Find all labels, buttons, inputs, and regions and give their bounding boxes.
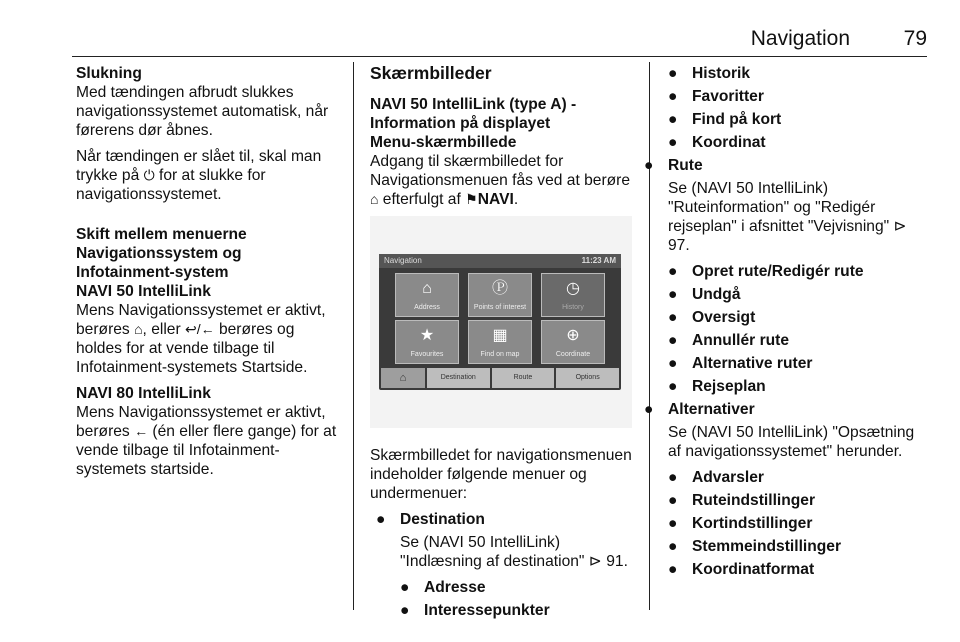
text: Se (NAVI 50 IntelliLink) "Ruteinformation" og "Redigér rejseplan" i afsnittet "Vejvisning" — [668, 180, 894, 235]
page-number: 79 — [903, 27, 927, 50]
section-title: Skærmbilleder — [370, 63, 492, 83]
item-label: Rute — [668, 157, 703, 174]
screen — [379, 254, 621, 390]
column-3 — [644, 64, 930, 583]
item-label: Rejseplan — [692, 378, 766, 395]
list-item — [668, 468, 930, 487]
list-item — [668, 64, 930, 83]
star-icon: ★ — [419, 327, 435, 344]
column-divider — [353, 62, 354, 610]
page-ref: 91. — [606, 553, 628, 570]
item-description — [668, 179, 930, 255]
item-label: Find på kort — [692, 111, 782, 128]
column-2 — [370, 64, 632, 624]
item-label: Oversigt — [692, 309, 756, 326]
tile-label: Find on map — [480, 351, 520, 358]
header-rule — [72, 56, 927, 57]
item-label: Stemmeindstillinger — [692, 538, 842, 555]
tile-poi — [468, 273, 532, 317]
globe-icon: ⊕ — [566, 327, 580, 344]
navigation-screenshot — [370, 216, 632, 428]
bullet: ● — [668, 469, 678, 486]
item-label: Kortindstillinger — [692, 515, 813, 532]
paragraph — [76, 147, 344, 204]
text: , eller — [142, 321, 185, 338]
list-item — [370, 601, 632, 620]
tab-options: Options — [556, 368, 619, 388]
list-item — [668, 262, 930, 281]
text: Se (NAVI 50 IntelliLink) "Indlæsning af destination" — [400, 534, 589, 570]
home-icon: ⌂ — [422, 280, 432, 297]
item-label: Historik — [692, 65, 751, 82]
bullet: ● — [668, 515, 678, 532]
tile-label: History — [562, 304, 584, 311]
item-description: Se (NAVI 50 IntelliLink) "Opsætning af navigationssystemet" herunder. — [668, 424, 915, 460]
bullet: ● — [644, 401, 654, 418]
back-arrow-icon: ← — [134, 423, 149, 439]
home-icon: ⌂ — [134, 321, 143, 337]
item-label: Alternativer — [668, 401, 755, 418]
page-header — [0, 0, 960, 58]
text: berøres og holdes for at vende tilbage til Infotainment-systemets Startside. — [76, 321, 308, 376]
power-icon: ⏻ — [143, 167, 155, 183]
tile-favourites — [395, 320, 459, 364]
item-label: Undgå — [692, 286, 741, 303]
heading-navi50: NAVI 50 IntelliLink — [76, 283, 211, 300]
home-icon: ⌂ — [381, 368, 425, 388]
heading-slukning: Slukning — [76, 65, 142, 82]
item-label: Annullér rute — [692, 332, 790, 349]
bullet: ● — [668, 111, 678, 128]
bullet: ● — [644, 157, 654, 174]
item-description — [370, 533, 632, 571]
bullet: ● — [668, 538, 678, 555]
screen-time: 11:23 AM — [581, 256, 616, 265]
list-item — [668, 491, 930, 510]
item-label: Favoritter — [692, 88, 764, 105]
flag-icon: ⚑ — [465, 191, 478, 207]
tab-route: Route — [492, 368, 555, 388]
text: Mens Navigationssystemet er aktivt, berøres — [76, 404, 326, 440]
map-icon: ▦ — [492, 327, 508, 344]
paragraph — [76, 403, 344, 479]
column-divider — [649, 62, 650, 610]
paragraph — [76, 301, 344, 377]
item-label: Adresse — [424, 579, 486, 596]
paragraph: Med tændingen afbrudt slukkes navigationssystemet automatisk, når førerens dør åbnes. — [76, 84, 329, 139]
column-1 — [76, 64, 344, 486]
text: efterfulgt af — [378, 191, 466, 208]
text: (én eller flere gange) for at vende tilbage til Infotainment-systemets startside. — [76, 423, 337, 478]
navi-label: NAVI — [477, 191, 514, 208]
tile-history — [541, 273, 605, 317]
item-label: Ruteindstillinger — [692, 492, 816, 509]
text: . — [513, 191, 519, 208]
list-item — [668, 110, 930, 129]
list-item — [668, 285, 930, 304]
bullet: ● — [668, 492, 678, 509]
text: for at slukke for navigationssystemet. — [76, 167, 266, 203]
bullet: ● — [668, 561, 678, 578]
text: Adgang til skærmbilledet for Navigationsmenuen fås ved at berøre — [370, 153, 631, 189]
text: Når tændingen er slået til, skal man trykke på — [76, 148, 322, 184]
back-icon: ↩/← — [185, 321, 215, 337]
list-item — [668, 537, 930, 556]
list-item — [644, 400, 930, 419]
bullet: ● — [668, 355, 678, 372]
tile-address — [395, 273, 459, 317]
bullet: ● — [668, 378, 678, 395]
item-label: Alternative ruter — [692, 355, 813, 372]
bullet: ● — [400, 579, 410, 596]
screen-title: Navigation — [384, 256, 422, 265]
tile-label: Favourites — [410, 351, 444, 358]
list-item — [668, 331, 930, 350]
tile-label: Coordinate — [555, 351, 591, 358]
item-label: Interessepunkter — [424, 602, 550, 619]
ref-icon: ⊳ — [588, 553, 602, 570]
heading-skift: Skift mellem menuerne Navigationssystem og Infotainment-system — [76, 226, 247, 281]
bullet: ● — [668, 134, 678, 151]
item-label: Opret rute/Redigér rute — [692, 263, 864, 280]
heading-navi80: NAVI 80 IntelliLink — [76, 385, 211, 402]
list-item — [668, 377, 930, 396]
bullet: ● — [668, 263, 678, 280]
screen-tabbar — [381, 368, 619, 388]
list-item — [644, 156, 930, 175]
item-label: Destination — [400, 511, 485, 528]
list-item — [668, 354, 930, 373]
tile-label: Points of interest — [473, 304, 527, 311]
list-item — [668, 308, 930, 327]
item-label: Koordinatformat — [692, 561, 815, 578]
tile-label: Address — [414, 304, 440, 311]
subheading: NAVI 50 IntelliLink (type A) - Information på displayet — [370, 96, 577, 132]
bullet: ● — [668, 332, 678, 349]
list-item — [370, 578, 632, 597]
list-item — [668, 87, 930, 106]
list-item — [370, 510, 632, 529]
item-label: Koordinat — [692, 134, 766, 151]
bullet: ● — [668, 88, 678, 105]
bullet: ● — [668, 65, 678, 82]
item-label: Advarsler — [692, 469, 764, 486]
tile-coordinate — [541, 320, 605, 364]
tile-find-on-map — [468, 320, 532, 364]
bullet: ● — [668, 309, 678, 326]
tab-destination: Destination — [427, 368, 490, 388]
list-item — [668, 514, 930, 533]
screen-status-bar — [379, 254, 621, 268]
paragraph: Skærmbilledet for navigationsmenuen indeholder følgende menuer og undermenuer: — [370, 447, 632, 502]
bullet: ● — [376, 511, 386, 528]
home-icon: ⌂ — [370, 191, 379, 207]
ref-icon: ⊳ — [893, 218, 907, 235]
heading-menu: Menu-skærmbillede — [370, 134, 517, 151]
clock-icon: ◷ — [566, 280, 580, 297]
paragraph — [370, 152, 632, 209]
page-ref: 97. — [668, 237, 690, 254]
poi-icon: Ⓟ — [491, 280, 508, 297]
page-title: Navigation — [750, 27, 850, 50]
list-item — [668, 133, 930, 152]
text: Mens Navigationssystemet er aktivt, berøres — [76, 302, 326, 338]
bullet: ● — [400, 602, 410, 619]
list-item — [668, 560, 930, 579]
bullet: ● — [668, 286, 678, 303]
